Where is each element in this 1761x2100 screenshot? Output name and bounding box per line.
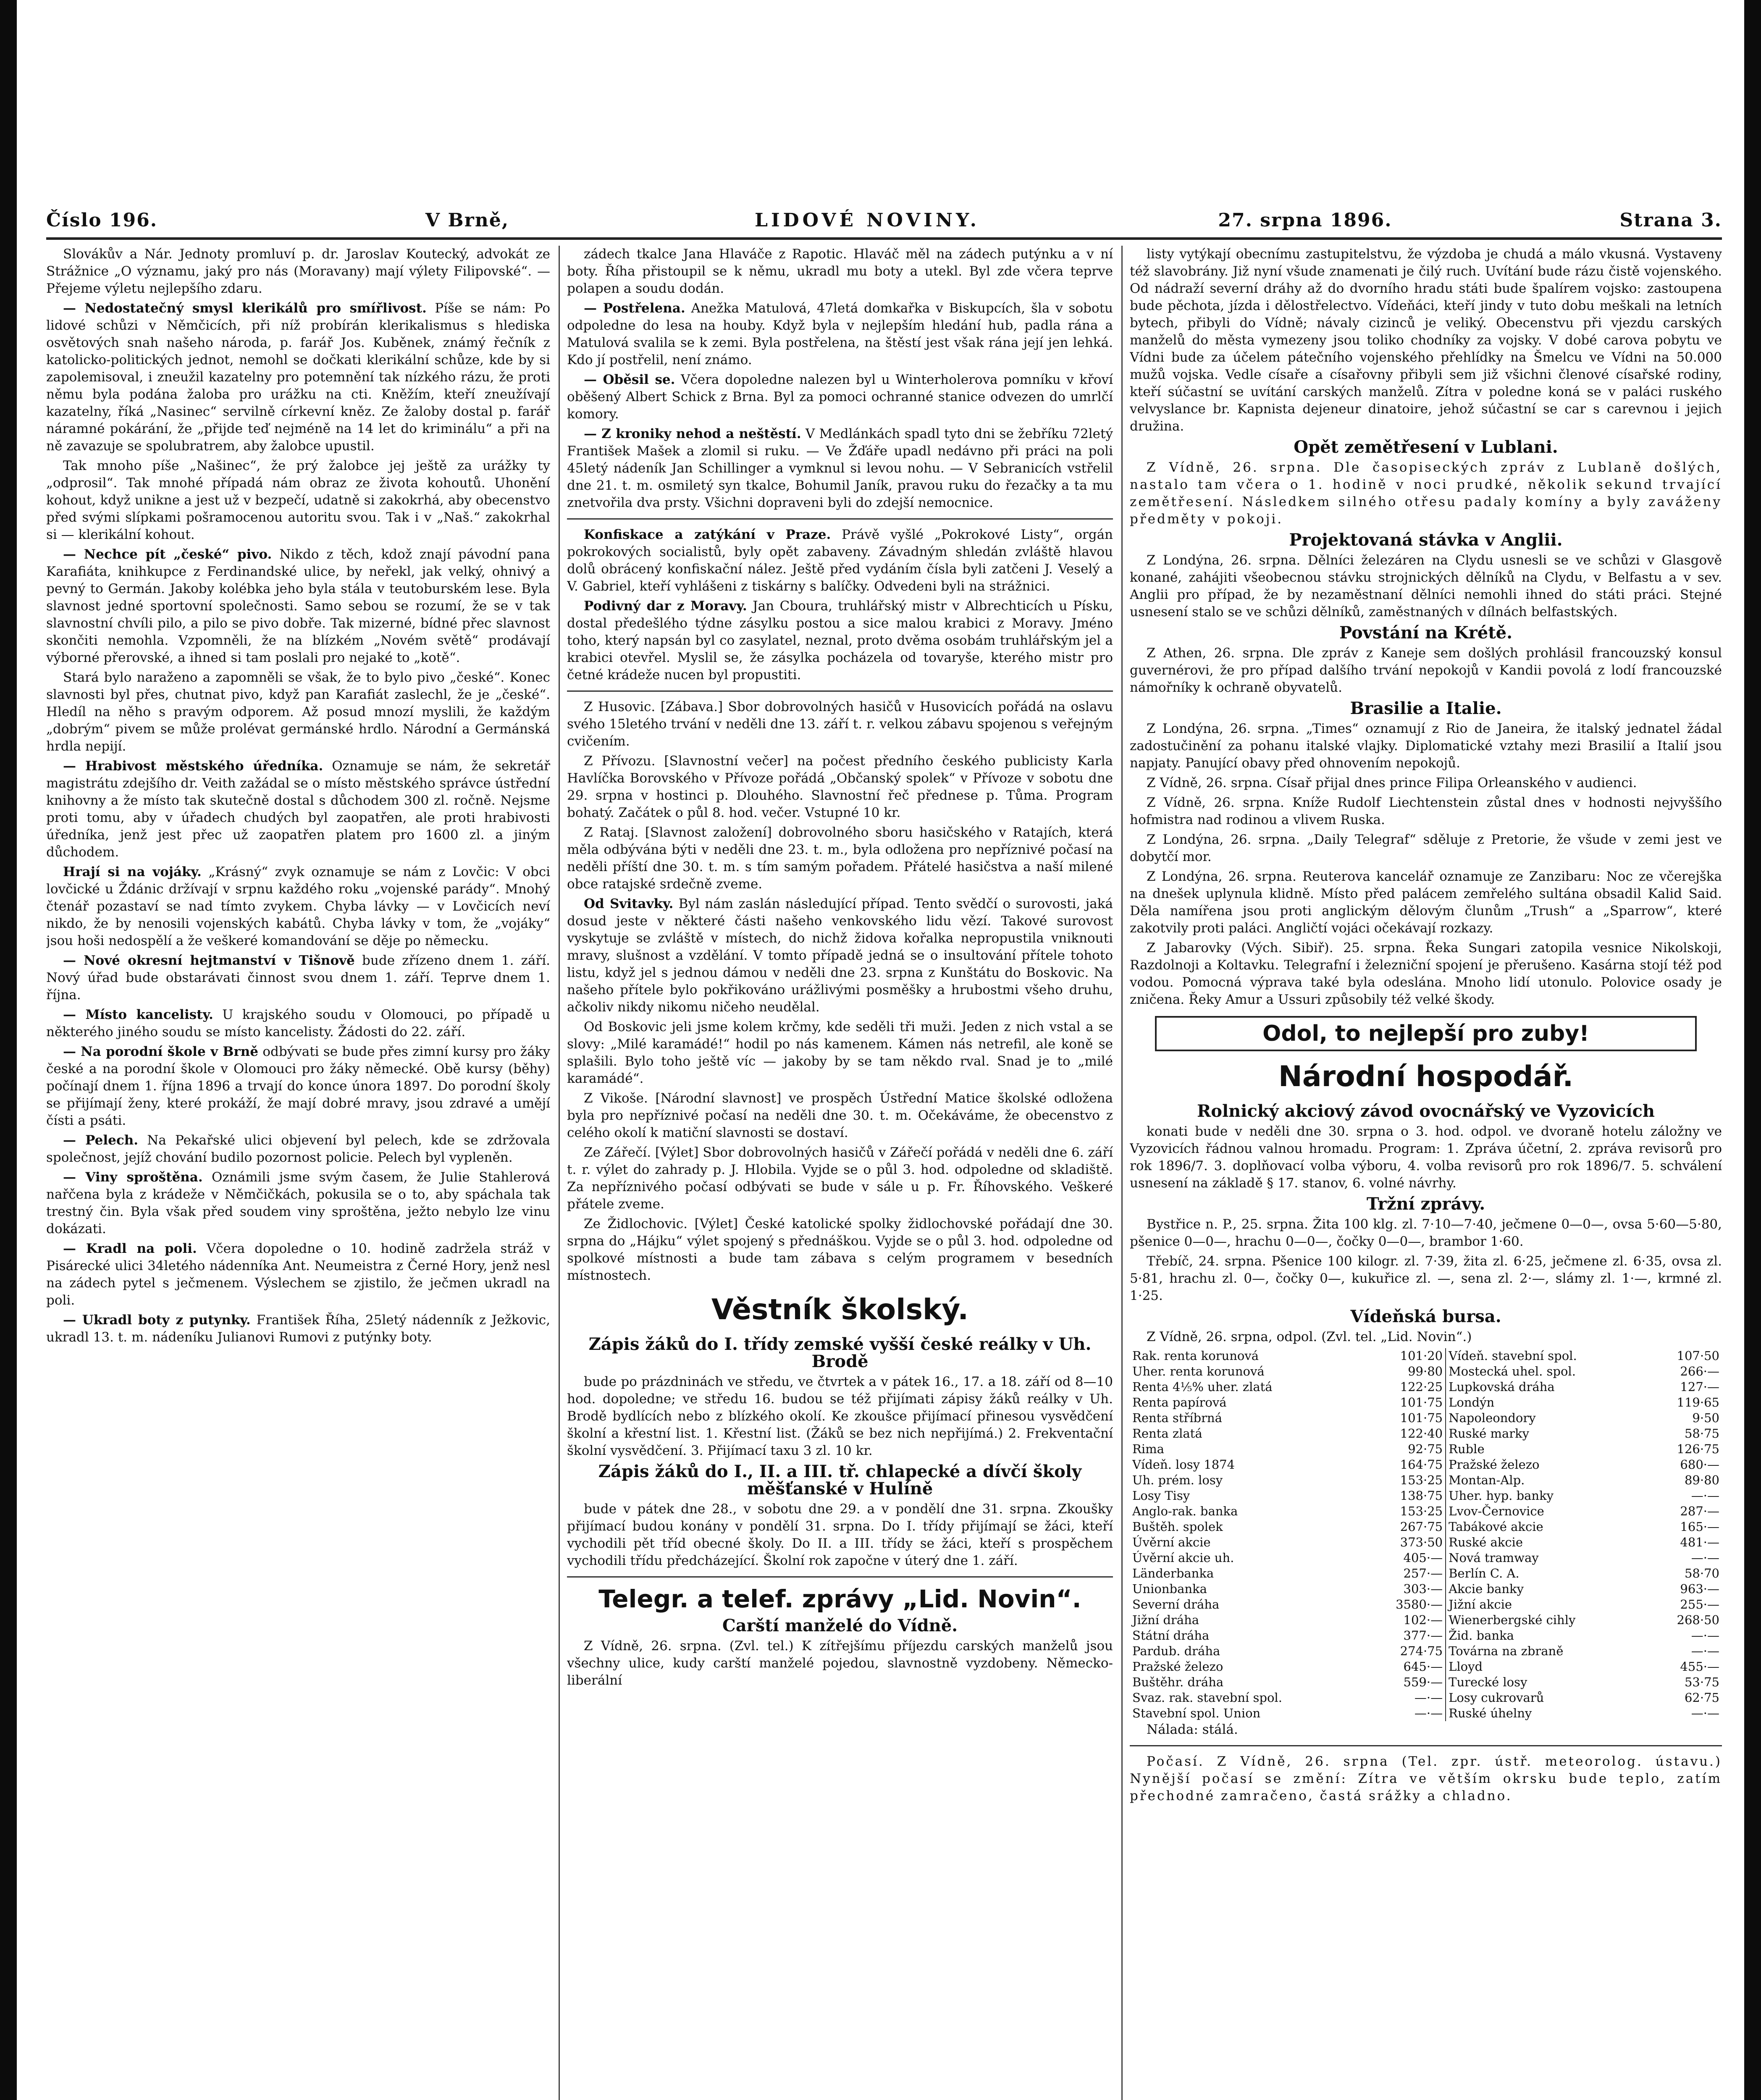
security-price: 373·50	[1400, 1535, 1443, 1549]
security-price: 645·—	[1403, 1659, 1443, 1674]
article-paragraph	[46, 1043, 550, 1129]
security-price: 9·50	[1692, 1411, 1719, 1425]
security-name: Uher. hyp. banky	[1446, 1488, 1649, 1504]
column-2	[567, 246, 1113, 2100]
security-name: Úvěrní akcie	[1132, 1535, 1211, 1549]
article-text: Z Vídně, 26. srpna. Dle časopiseckých zpráv z Lublaně došlých, nastalo tam včera o 1. hodině v noci prudké, několik sekund trvající zemětřesení. Následkem silného otřesu padaly komíny a byly zaváženy předměty v pokoji.	[1130, 460, 1722, 527]
section-title: Národní hospodář.	[1278, 1060, 1574, 1093]
article-text: Z Vídně, 26. srpna. (Zvl. tel.) K zítřejšímu příjezdu carských manželů jsou všechny ulice, kudy carští manželé pojedou, slavnostně vyzdobeny. Německo-liberální	[567, 1638, 1113, 1688]
article-headline: — Oběsil se.	[584, 372, 675, 387]
issue-number: Číslo 196.	[46, 210, 158, 231]
security-name: Ruské akcie	[1446, 1535, 1649, 1550]
article-text: Z Vídně, 26. srpna, odpol. (Zvl. tel. „Lid. Novin“.)	[1147, 1329, 1472, 1344]
security-price: 481·—	[1680, 1535, 1719, 1549]
article-headline: — Na porodní škole v Brně	[63, 1044, 259, 1059]
page-number: Strana 3.	[1619, 210, 1722, 231]
security-name: Akcie banky	[1446, 1581, 1649, 1597]
article-text: Z Vídně, 26. srpna. Kníže Rudolf Liechtenstein zůstal dnes v hodnosti nejvyššího hofmistra nad rodinou a vlivem Ruska.	[1130, 795, 1722, 827]
security-price: 99·80	[1408, 1364, 1443, 1378]
security-price: 165·—	[1680, 1520, 1719, 1534]
stock-exchange-table	[1130, 1348, 1722, 1721]
article-text: Stará bylo naraženo a zapomněli se však, že to bylo pivo „české“. Konec slavnosti byl přes, chutnat pivo, když pan Karafiát zaslechl, že je „české“. Hledíl na něho s pravým odporem. Až posud mnozí myslili, že každým „dobrým“ pivem se může prolévat germánské hrdlo. Národní a Germánská hrdla nepijí.	[46, 670, 550, 754]
security-name: Lvov-Černovice	[1446, 1504, 1649, 1519]
article-paragraph	[46, 1132, 550, 1166]
article-headline: Carští manželé do Vídně.	[722, 1616, 958, 1635]
article-paragraph	[46, 1169, 550, 1238]
article-text: Ze Židlochovic. [Výlet] České katolické spolky židlochovské pořádají dne 30. srpna do „Hájku“ výlet spojený s přednáškou. Vyjde se o půl 3. hod. odpoledne od spolkové místnosti a bude tam zábava s celým programem v besedních místnostech.	[567, 1216, 1113, 1283]
security-price: 92·75	[1408, 1442, 1443, 1456]
security-name: Renta zlatá	[1132, 1426, 1202, 1441]
security-name: Turecké losy	[1446, 1675, 1649, 1690]
article-paragraph	[567, 895, 1113, 1016]
table-row	[1130, 1550, 1722, 1566]
security-price: 268·50	[1677, 1613, 1719, 1627]
article-text: Třebíč, 24. srpna. Pšenice 100 kilogr. zl. 7·39, žita zl. 6·25, ječmene zl. 6·35, ovsa zl. 5·81, hrachu zl. 0—, čočky 0—, kukuřice zl. —, sena zl. 2·—, slámy zl. 1·—, krmné zl. 1·25.	[1130, 1254, 1722, 1303]
article-text: Píše se nám: Po lidové schůzi v Němčicích, při níž probírán klerikalismus s hlediska osvětových snah našeho národa, p. farář Jos. Kuběnek, známý řečník z katolicko-politických jednot, nemohl se dočkati klerikální schůze, kde by si zapolemisoval, i zneužil kazatelny pro potemnění tak nízkého rázu, že proti němu byla podána žaloba pro urážku na cti. Kněžím, kteří zneužívají kazatelny, říká „Nasinec“ servilně církevní kněz. Ze žaloby dostal p. farář náramné pokárání, že „přijde teď nejméně na 14 let do kriminálu“ a při na ně zavazuje se spolubratrem, aby žalobce upustil.	[46, 301, 550, 454]
article-text: Z Husovic. [Zábava.] Sbor dobrovolných hasičů v Husovicích pořádá na oslavu svého 15letého trvání v neděli dne 13. září t. r. velkou zábavu spojenou s veřejným cvičením.	[567, 699, 1113, 749]
article-paragraph	[567, 526, 1113, 595]
article-paragraph	[567, 425, 1113, 512]
security-price: —·—	[1691, 1488, 1719, 1503]
security-price: 266·—	[1680, 1364, 1719, 1378]
table-row	[1130, 1410, 1722, 1426]
article-text: Z Londýna, 26. srpna. Dělníci železáren na Clydu usnesli se ve schůzi v Glasgově konané, zahájiti všeobecnou stávku strojnických dělníků na Clydu, v Belfastu a v sev. Anglii pro případ, že by nezaměstnaní dělníci nemohli ihned do státi práci. Stejné usnesení stalo se ve schůzi dělníků, zaměstnaných v dílnách belfastských.	[1130, 553, 1722, 620]
article-text: Od Boskovic jeli jsme kolem krčmy, kde seděli tři muži. Jeden z nich vstal a se slovy: „Milé karamádé!“ hodil po nás kamenem. Kámen nás netrefil, ale koně se splašili. Bylo toho ještě víc — jakoby by se tam někdo rval. Snad je to „milé karamádé“.	[567, 1019, 1113, 1086]
article-text: zádech tkalce Jana Hlaváče z Rapotic. Hlaváč měl na zádech putýnku a v ní boty. Říha přistoupil se k němu, ukradl mu boty a utekl. Byl zde včera teprve polapen a soudu dodán.	[567, 247, 1113, 296]
security-name: Severní dráha	[1132, 1597, 1220, 1612]
table-row	[1130, 1364, 1722, 1379]
security-price: 963·—	[1680, 1582, 1719, 1596]
article-text: Z Rataj. [Slavnost založení] dobrovolného sboru hasičského v Ratajích, která měla odbývána býti v neděli dne 23. t. m., byla odložena pro nepříznivé počasí na neděli příští dne 30. t. m. s tím samým pořadem. Přátelé hasičstva a naší milené obce ratajské srdečně zveme.	[567, 825, 1113, 892]
security-price: 255·—	[1680, 1597, 1719, 1612]
security-name: Stavební spol. Union	[1132, 1706, 1261, 1720]
security-price: 559·—	[1403, 1675, 1443, 1689]
masthead-title: LIDOVÉ NOVINY.	[755, 210, 980, 231]
article-text: Slovákův a Nár. Jednoty promluví p. dr. Jaroslav Koutecký, advokát ze Strážnice „O významu, jaký pro nás (Moravany) mají výlety Filipovské“. — Přejeme výletu nejlepšího zdaru.	[46, 247, 550, 296]
article-paragraph	[567, 300, 1113, 369]
security-price: 102·—	[1403, 1613, 1443, 1627]
article-paragraph	[46, 1240, 550, 1309]
article-text: U krajského soudu v Olomouci, po případě u některého jiného soudu se místo kancelisty. Žádosti do 22. září.	[46, 1007, 550, 1040]
section-title: Věstník školský.	[711, 1293, 969, 1326]
article-paragraph	[567, 598, 1113, 684]
article-text: bude zřízeno dnem 1. září. Nový úřad bude obstarávati činnost svou dnem 1. září. Teprve dnem 1. října.	[46, 953, 550, 1003]
security-price: 153·25	[1400, 1473, 1443, 1487]
left-page-edge	[0, 0, 17, 2100]
article-headline: Vídeňská bursa.	[1350, 1307, 1501, 1326]
article-headline: Brasilie a Italie.	[1350, 698, 1502, 718]
security-price: —·—	[1691, 1628, 1719, 1643]
table-row	[1130, 1566, 1722, 1581]
security-name: Londýn	[1446, 1395, 1649, 1410]
security-name: Jižní akcie	[1446, 1597, 1649, 1612]
article-text: Z Londýna, 26. srpna. „Times“ oznamují z Rio de Janeira, že italský jednatel žádal zadostučinění za pohanu italské vlajky. Diplomatické vztahy mezi Brasilií a Italií jsou napjaty. Panující obavy před ohnovením nepokojů.	[1130, 721, 1722, 771]
article-text: Z Vikoše. [Národní slavnost] ve prospěch Ústřední Matice školské odložena byla pro nepříznivé počasí na neděli dne 30. t. m. Očekáváme, že obecenstvo z celého okolí k matiční slavnosti se dostaví.	[567, 1091, 1113, 1140]
article-text: Z Vídně, 26. srpna. Císař přijal dnes prince Filipa Orleanského v audienci.	[1147, 775, 1637, 790]
article-headline: — Postřelena.	[584, 301, 685, 316]
header-rule	[46, 237, 1722, 240]
table-row	[1130, 1675, 1722, 1690]
security-price: —·—	[1691, 1644, 1719, 1658]
article-paragraph	[46, 758, 550, 861]
article-text: odbývati se bude přes zimní kursy pro žáky české a na porodní škole v Olomouci pro žáky německé. Obě kursy (běhy) počínají dnem 1. října 1896 a trvají do konce února 1897. Do porodní školy se přijímají ženy, které prokáží, že mají dobré mravy, jsou zdravé a umějí čísti a psáti.	[46, 1044, 550, 1128]
security-name: Pražské železo	[1132, 1659, 1223, 1674]
article-text: Tak mnoho píše „Našinec“, že prý žalobce jej ještě za urážky ty „odprosil“. Tak mnohé případá nám obraz ze života kohoutů. Uhonění kohout, když unikne a jest už v bezpečí, udatně si zakokrhá, aby obecenstvo před svými slípkami pošramocenou autoritu svou. Tak i v „Naš.“ zakokrhal si — klerikální kohout.	[46, 458, 550, 542]
article-headline: Projektovaná stávka v Anglii.	[1289, 530, 1563, 550]
security-price: 455·—	[1680, 1659, 1719, 1674]
security-price: —·—	[1414, 1706, 1443, 1720]
security-price: —·—	[1691, 1551, 1719, 1565]
article-headline: — Z kroniky nehod a neštěstí.	[584, 426, 801, 441]
table-row	[1130, 1597, 1722, 1612]
security-name: Továrna na zbraně	[1446, 1643, 1649, 1659]
article-paragraph	[46, 952, 550, 1004]
table-row	[1130, 1473, 1722, 1488]
security-name: Úvěrní akcie uh.	[1132, 1551, 1234, 1565]
security-price: 257·—	[1403, 1566, 1443, 1580]
article-text: Ze Zářečí. [Výlet] Sbor dobrovolných hasičů v Zářečí pořádá v neděli dne 6. září t. r. výlet do zahrady p. J. Hlobila. Vyjde se o půl 3. hod. odpoledne od skladiště. Za nepříznivého počasí odbývati se bude v sále u p. Fr. Říhovského. Veškeré přátele zveme.	[567, 1145, 1113, 1212]
table-row	[1130, 1628, 1722, 1643]
article-text: V Medlánkách spadl tyto dni se žebříku 72letý František Mašek a zlomil si ruku. — Ve Žďáře upadl nedávno při práci na poli 45letý nádeník Jan Schillinger a vymknul si levou nohu. — V Sebranicích vstřelil dne 21. t. m. osmiletý syn tkalce, Bohumil Janík, pravou ruku do řezačky a ta mu znetvořila dva prsty. Všichni dopraveni byli do zdejší nemocnice.	[567, 426, 1113, 510]
security-name: Uh. prém. losy	[1132, 1473, 1223, 1487]
table-row	[1130, 1488, 1722, 1504]
security-name: Renta 4⅕% uher. zlatá	[1132, 1380, 1273, 1394]
article-text: Nálada: stálá.	[1147, 1722, 1238, 1737]
article-text: konati bude v neděli dne 30. srpna o 3. hod. odpol. ve dvoraně hotelu záložny ve Vyzovicích řádnou valnou hromadu. Program: 1. Zpráva účetní, 2. zpráva revisorů pro rok 1896/7. 3. doplňovací volba výboru, 4. volba revisorů pro rok 1896/7. 5. schválení usnesení na základě § 17. stanov, 6. volné návrhy.	[1130, 1124, 1722, 1191]
security-name: Jižní dráha	[1132, 1613, 1199, 1627]
article-text: Právě vyšlé „Pokrokové Listy“, orgán pokrokových socialistů, byly opět zabaveny. Závadným shledán zvláště hlavou dolů obrácený konfiskační nález. Ještě před vydáním čísla byli zatčeni J. Veselý a V. Gabriel, kteří vyhlášeni z tiskárny s balíčky. Odvedeni byli na strážnici.	[567, 527, 1113, 594]
advertisement-banner: Odol, to nejlepší pro zuby!	[1155, 1016, 1697, 1051]
article-text: Oznámili jsme svým časem, že Julie Stahlerová nařčena byla z krádeže v Němčičkách, pokusila se o to, aby spáchala tak trestný čin. Byla však před soudem viny sproštěna, ježto nebylo lze vinu dokázati.	[46, 1170, 550, 1236]
security-name: Žid. banka	[1446, 1628, 1649, 1643]
article-headline: — Pelech.	[63, 1133, 139, 1148]
column-divider	[1121, 246, 1123, 2100]
section-title: Telegr. a telef. zprávy „Lid. Novin“.	[598, 1585, 1081, 1613]
security-price: 405·—	[1403, 1551, 1443, 1565]
security-name: Ruble	[1446, 1441, 1649, 1457]
article-paragraph	[46, 300, 550, 455]
security-price: 53·75	[1684, 1675, 1719, 1689]
table-row	[1130, 1426, 1722, 1441]
security-name: Ruské úhelny	[1446, 1706, 1649, 1721]
table-row	[1130, 1348, 1722, 1364]
security-name: Pražské železo	[1446, 1457, 1649, 1473]
security-name: Vídeň. losy 1874	[1132, 1457, 1235, 1472]
security-price: 89·80	[1684, 1473, 1719, 1487]
article-paragraph	[567, 371, 1113, 423]
article-headline: — Kradl na poli.	[63, 1241, 197, 1256]
security-name: Rima	[1132, 1442, 1164, 1456]
security-name: Rak. renta korunová	[1132, 1349, 1259, 1363]
article-text: Včera dopoledne o 10. hodině zadržela stráž v Pisárecké ulici 34letého nádenníka Ant. Neumeistra z Černé Hory, jenž nesl na zádech pytel s ječmenem. Výslechem se zjistilo, že ječmen ukradl na poli.	[46, 1241, 550, 1308]
article-headline: — Nové okresní hejtmanství v Tišnově	[63, 953, 355, 968]
stock-exchange-rows	[1130, 1348, 1722, 1721]
security-name: Buštěhr. dráha	[1132, 1675, 1224, 1689]
security-price: 138·75	[1400, 1488, 1443, 1503]
article-headline: — Viny sproštěna.	[63, 1170, 203, 1185]
column-1	[46, 246, 550, 2100]
article-headline: Hrají si na vojáky.	[63, 864, 202, 879]
article-headline: Zápis žáků do I., II. a III. tř. chlapecké a dívčí školy měšťanské v Hulíně	[598, 1462, 1082, 1499]
table-row	[1130, 1706, 1722, 1721]
security-name: Berlín C. A.	[1446, 1566, 1649, 1581]
security-price: —·—	[1414, 1690, 1443, 1705]
right-page-edge	[1744, 0, 1761, 2100]
table-row	[1130, 1441, 1722, 1457]
security-price: —·—	[1691, 1706, 1719, 1720]
article-text: bude v pátek dne 28., v sobotu dne 29. a v pondělí dne 31. srpna. Zkoušky přijímací budou konány v pondělí 31. srpna. Do I. třídy přijímají se žáci, kteří vychodili pět tříd obecné školy. Do II. a III. třídy se žáci, kteří s prospěchem vychodili třídu předcházející. Školní rok započne v úterý dne 1. září.	[567, 1502, 1113, 1568]
article-text: Byl nám zaslán následující případ. Tento svědčí o surovosti, jaká dosud jeste v některé části našeho venkovského lidu vězí. Takové surovost vyskytuje se zvláště v místech, do nichž židova kořalka nepropustila vniknouti mravy, slušnost a vzdělání. V tomto případě jedná se o insultování přítele tohoto listu, když jel s jednou dámou v neděli dne 23. srpna z Kunštátu do Boskovic. Na našeho přítele bylo pokřikováno urážlivými posměšky a hrubostmi všeho druhu, ačkoliv nikdy nikomu ničeho neudělal.	[567, 896, 1113, 1015]
security-price: 153·25	[1400, 1504, 1443, 1518]
column-3	[1130, 246, 1722, 2100]
table-row	[1130, 1395, 1722, 1410]
article-text: Bystřice n. P., 25. srpna. Žita 100 klg. zl. 7·10—7·40, ječmene 0—0—, ovsa 5·60—5·80, pšenice 0—0—, hrachu 0—0—, čočky 0—0—, brambor 1·60.	[1130, 1217, 1722, 1249]
article-text: Z Jabarovky (Vých. Sibiř). 25. srpna. Řeka Sungari zatopila vesnice Nikolskoji, Razdolnoji a Koltavku. Telegrafní i železniční spojení je přerušeno. Kasárna stojí též pod vodou. Pomocná výprava také byla odeslána. Mnoho lidí utonulo. Polovice osady je zničena. Řeky Amur a Ussuri způsobily též velké škody.	[1130, 940, 1722, 1007]
article-headline: Od Svitavky.	[584, 896, 674, 911]
column-divider	[559, 246, 560, 2100]
security-name: Losy Tisy	[1132, 1488, 1190, 1503]
security-price: 267·75	[1400, 1520, 1443, 1534]
article-text: Anežka Matulová, 47letá domkařka v Biskupcích, šla v sobotu odpoledne do lesa na houby. Když byla v nejlepším hledání hub, padla rána a Matulová svalila se k zemi. Byla postřelena, na štěstí jest však rána její jen lehká. Kdo jí postřelil, není známo.	[567, 301, 1113, 368]
article-headline: — Místo kancelisty.	[63, 1007, 213, 1022]
security-name: Ruské marky	[1446, 1426, 1649, 1441]
security-price: 274·75	[1400, 1644, 1443, 1658]
security-price: 680·—	[1680, 1457, 1719, 1472]
security-name: Unionbanka	[1132, 1582, 1207, 1596]
section-divider	[1130, 1745, 1722, 1746]
section-divider	[567, 690, 1113, 692]
article-text: Nikdo z těch, kdož znají pávodní pana Karafiáta, knihkupce z Ferdinandské ulice, by neřekl, jak velký, ohnivý a pevný to Germán. Jakoby kolébka jeho byla stála v teutoburském lese. Byla slavnost jedné sportovní společnosti. Samo sebou se rozumí, že se v tak slavnostní chvíli pilo, a pilo se pivo dobře. Tak mizerné, bídné přec slavnost skončiti nemohla. Vzpomněli, že na blízkém „Novém světě“ prodávají výborné přerovské, a ihned si tam poslali pro nejaké to „kotě“.	[46, 547, 550, 665]
security-price: 101·20	[1400, 1349, 1443, 1363]
security-price: 101·75	[1400, 1395, 1443, 1410]
section-divider	[567, 1576, 1113, 1578]
table-row	[1130, 1581, 1722, 1597]
security-price: 127·—	[1680, 1380, 1719, 1394]
security-price: 107·50	[1677, 1349, 1719, 1363]
security-name: Pardub. dráha	[1132, 1644, 1220, 1658]
table-row	[1130, 1612, 1722, 1628]
security-price: 122·40	[1400, 1426, 1443, 1441]
security-name: Napoleondory	[1446, 1410, 1649, 1426]
security-name: Mostecká uhel. spol.	[1446, 1364, 1649, 1379]
issue-date: 27. srpna 1896.	[1218, 210, 1392, 231]
table-row	[1130, 1519, 1722, 1535]
article-text: Z Přívozu. [Slavnostní večer] na počest předního českého publicisty Karla Havlíčka Borovského v Přívoze pořádá „Občanský spolek“ v Přívoze v sobotu dne 29. srpna v hostinci p. Dlouhého. Slavnostní řeč přednese p. Tůma. Program bohatý. Začátek o půl 8. hod. večer. Vstupné 10 kr.	[567, 753, 1113, 820]
security-name: Anglo-rak. banka	[1132, 1504, 1238, 1518]
article-text: František Říha, 25letý nádenník z Ježkovic, ukradl 13. t. m. nádeníku Julianovi Rumovi z putýnky boty.	[46, 1312, 550, 1345]
table-row	[1130, 1535, 1722, 1550]
security-price: 377·—	[1403, 1628, 1443, 1643]
security-name: Vídeň. stavební spol.	[1446, 1348, 1649, 1364]
article-paragraph	[46, 546, 550, 667]
article-headline: Opět zemětřesení v Lublani.	[1294, 437, 1558, 457]
article-headline: Podivný dar z Moravy.	[584, 598, 747, 614]
security-price: 58·75	[1684, 1426, 1719, 1441]
security-price: 126·75	[1677, 1442, 1719, 1456]
article-paragraph	[46, 1312, 550, 1346]
security-name: Lupkovská dráha	[1446, 1379, 1649, 1395]
security-name: Státní dráha	[1132, 1628, 1210, 1643]
security-price: 119·65	[1677, 1395, 1719, 1410]
security-name: Uher. renta korunová	[1132, 1364, 1265, 1378]
article-headline: — Nedostatečný smysl klerikálů pro smířlivost.	[63, 301, 427, 316]
security-name: Svaz. rak. stavební spol.	[1132, 1690, 1282, 1705]
section-divider	[567, 518, 1113, 520]
article-text: Včera dopoledne nalezen byl u Winterholerova pomníku v křoví oběšený Albert Schick z Brna. Byl za pomoci ochranné stanice odvezen do umrlčí komory.	[567, 372, 1113, 422]
article-text: Na Pekařské ulici objevení byl pelech, kde se zdržovala společnost, jejíž chování budilo pozornost policie. Pelech byl vypleněn.	[46, 1133, 550, 1165]
table-row	[1130, 1457, 1722, 1473]
security-name: Buštěh. spolek	[1132, 1520, 1223, 1534]
security-price: 287·—	[1680, 1504, 1719, 1518]
security-name: Renta stříbrná	[1132, 1411, 1222, 1425]
security-name: Wienerbergské cihly	[1446, 1612, 1649, 1628]
table-row	[1130, 1504, 1722, 1519]
weather-report: Počasí. Z Vídně, 26. srpna (Tel. zpr. ústř. meteorolog. ústavu.) Nynější počasí se změní: Zítra ve větším okrsku bude teplo, zatím přechodné zamračeno, častá srážky a chladno.	[1130, 1754, 1722, 1803]
article-text: Jan Cboura, truhlářský mistr v Albrechticích u Písku, dostal předešlého týdne zásylku postou a sice malou krabici z Moravy. Jméno toho, který napsán byl co zasylatel, neznal, proto dvěma osobám truhlářským jel a krabici otevřel. Myslil se, že zásylka pocházela od tovaryše, kterého mistr pro četné krádeže nucen byl propustiti.	[567, 598, 1113, 682]
security-name: Tabákové akcie	[1446, 1519, 1649, 1535]
security-name: Renta papírová	[1132, 1395, 1227, 1410]
security-price: 62·75	[1684, 1690, 1719, 1705]
article-headline: Konfiskace a zatýkání v Praze.	[584, 527, 831, 542]
security-price: 122·25	[1400, 1380, 1443, 1394]
article-headline: Tržní zprávy.	[1366, 1194, 1485, 1214]
security-name: Montan-Alp.	[1446, 1473, 1649, 1488]
security-price: 164·75	[1400, 1457, 1443, 1472]
article-headline: — Hrabivost městského úředníka.	[63, 759, 323, 774]
security-name: Lloyd	[1446, 1659, 1649, 1675]
article-text: listy vytýkají obecnímu zastupitelstvu, že výzdoba je chudá a málo vkusná. Vystaveny též slavobrány. Již nyní všude znamenati je čilý ruch. Uvítání bude rázu čistě vojenského. Od nádraží severní dráhy až do dvorního hradu státi bude špalírem vojsko: zastoupena bude pěchota, jízda i dělostřelectvo. Vídeňáci, kteří jindy v tuto dobu meškali na letních bytech, přibyli do Vídně; návaly cizinců je veliký. Obecenstvu při vjezdu carských manželů do města vymezeny jsou toliko chodníky za vojsky. V dobé carova pobytu ve Vídni bude za účelem pátečního vojenského přehlídky na Šmelcu ve Vídni na 50.000 mužů vojska. Vedle císaře a císařovny přibyli sem již všichni členové císařské rodiny, kteří súčastní se uvítání carských manželů. Zítra v poledne koná se v paláci ruského velvyslance br. Kapnista dejeneur dinatoire, jehož súčastní se car s carevnou i jejich družina.	[1130, 247, 1722, 434]
article-headline: — Ukradl boty z putynky.	[63, 1312, 251, 1328]
security-price: 3580·—	[1396, 1597, 1443, 1612]
issue-place: V Brně,	[425, 210, 509, 231]
table-row	[1130, 1659, 1722, 1675]
security-name: Länderbanka	[1132, 1566, 1214, 1580]
article-headline: Povstání na Krétě.	[1339, 623, 1513, 643]
table-row	[1130, 1690, 1722, 1706]
article-text: „Krásný“ zvyk oznamuje se nám z Lovčic: V obci lovčické u Ždánic držívají v srpnu každého roku „vojenské parády“. Mnohý čtenář pozastaví se nad tímto zvykem. Chyba lávky — v Lovčicích neví nikdo, že by nenosili vojenských kabátů. Chyba lávky v tom, že „vojáky“ jsou hoši nedospělí a že veškeré komandování se děje po německu.	[46, 864, 550, 948]
article-headline: Rolnický akciový závod ovocnářský ve Vyzovicích	[1197, 1101, 1655, 1121]
article-headline: Zápis žáků do I. třídy zemské vyšší české reálky v Uh. Brodě	[588, 1334, 1092, 1371]
security-price: 101·75	[1400, 1411, 1443, 1425]
security-price: 303·—	[1403, 1582, 1443, 1596]
security-name: Losy cukrovarů	[1446, 1690, 1649, 1706]
article-paragraph	[46, 864, 550, 950]
article-text: Z Athen, 26. srpna. Dle zpráv z Kaneje sem došlých prohlásil francouzský konsul guvernérovi, že pro případ dalšího trvání nepokojů v Kandii povolá z lodí francouzské námořníky k ochraně obyvatelů.	[1130, 646, 1722, 695]
table-row	[1130, 1379, 1722, 1395]
article-text: bude po prázdninách ve středu, ve čtvrtek a v pátek 16., 17. a 18. září od 8—10 hod. dopoledne; ve středu 16. budou se též přijímati zápisy žáků reálky v Uh. Brodě bydlících nebo z blízkého okolí. Ke zkoušce přijímací přinesou vysvědčení školní a křestní list. 1. Křestní list. (Žáků se bez nich nepřijímá.) 2. Frekventační školní vysvědčení. 3. Přijímací taxu 3 zl. 10 kr.	[567, 1374, 1113, 1458]
article-paragraph	[46, 1006, 550, 1041]
article-text: Oznamuje se nám, že sekretář magistrátu zdejšího dr. Veith zažádal se o místo městského správce ústřední knihovny a že místo tak skutečně dostal s důchodem 300 zl. ročně. Nejsme proti tomu, aby v úřadech chudých byl zaopatřen, ale proti hrabivosti úředníka, jenž jest přec už zaopatřen platem pro 1600 zl. a jiným důchodem.	[46, 759, 550, 860]
newspaper-page	[46, 25, 1722, 2100]
article-text: Z Londýna, 26. srpna. Reuterova kancelář oznamuje ze Zanzibaru: Noc ze včerejška na dnešek uplynula klidně. Místo před palácem zemřelého sultána obsadil Kalid Said. Děla namířena jsou proti anglickým dělovým člunům „Trush“ a „Sparrow“, které zakotvily proti paláci. Angličtí vojáci očekávají rozkazy.	[1130, 869, 1722, 936]
security-price: 58·70	[1684, 1566, 1719, 1580]
page-header	[46, 202, 1722, 231]
article-headline: — Nechce pít „české“ pivo.	[63, 547, 272, 562]
security-name: Nová tramway	[1446, 1550, 1649, 1566]
table-row	[1130, 1643, 1722, 1659]
article-text: Z Londýna, 26. srpna. „Daily Telegraf“ sděluje z Pretorie, že všude v zemi jest ve dobytčí mor.	[1130, 832, 1722, 864]
